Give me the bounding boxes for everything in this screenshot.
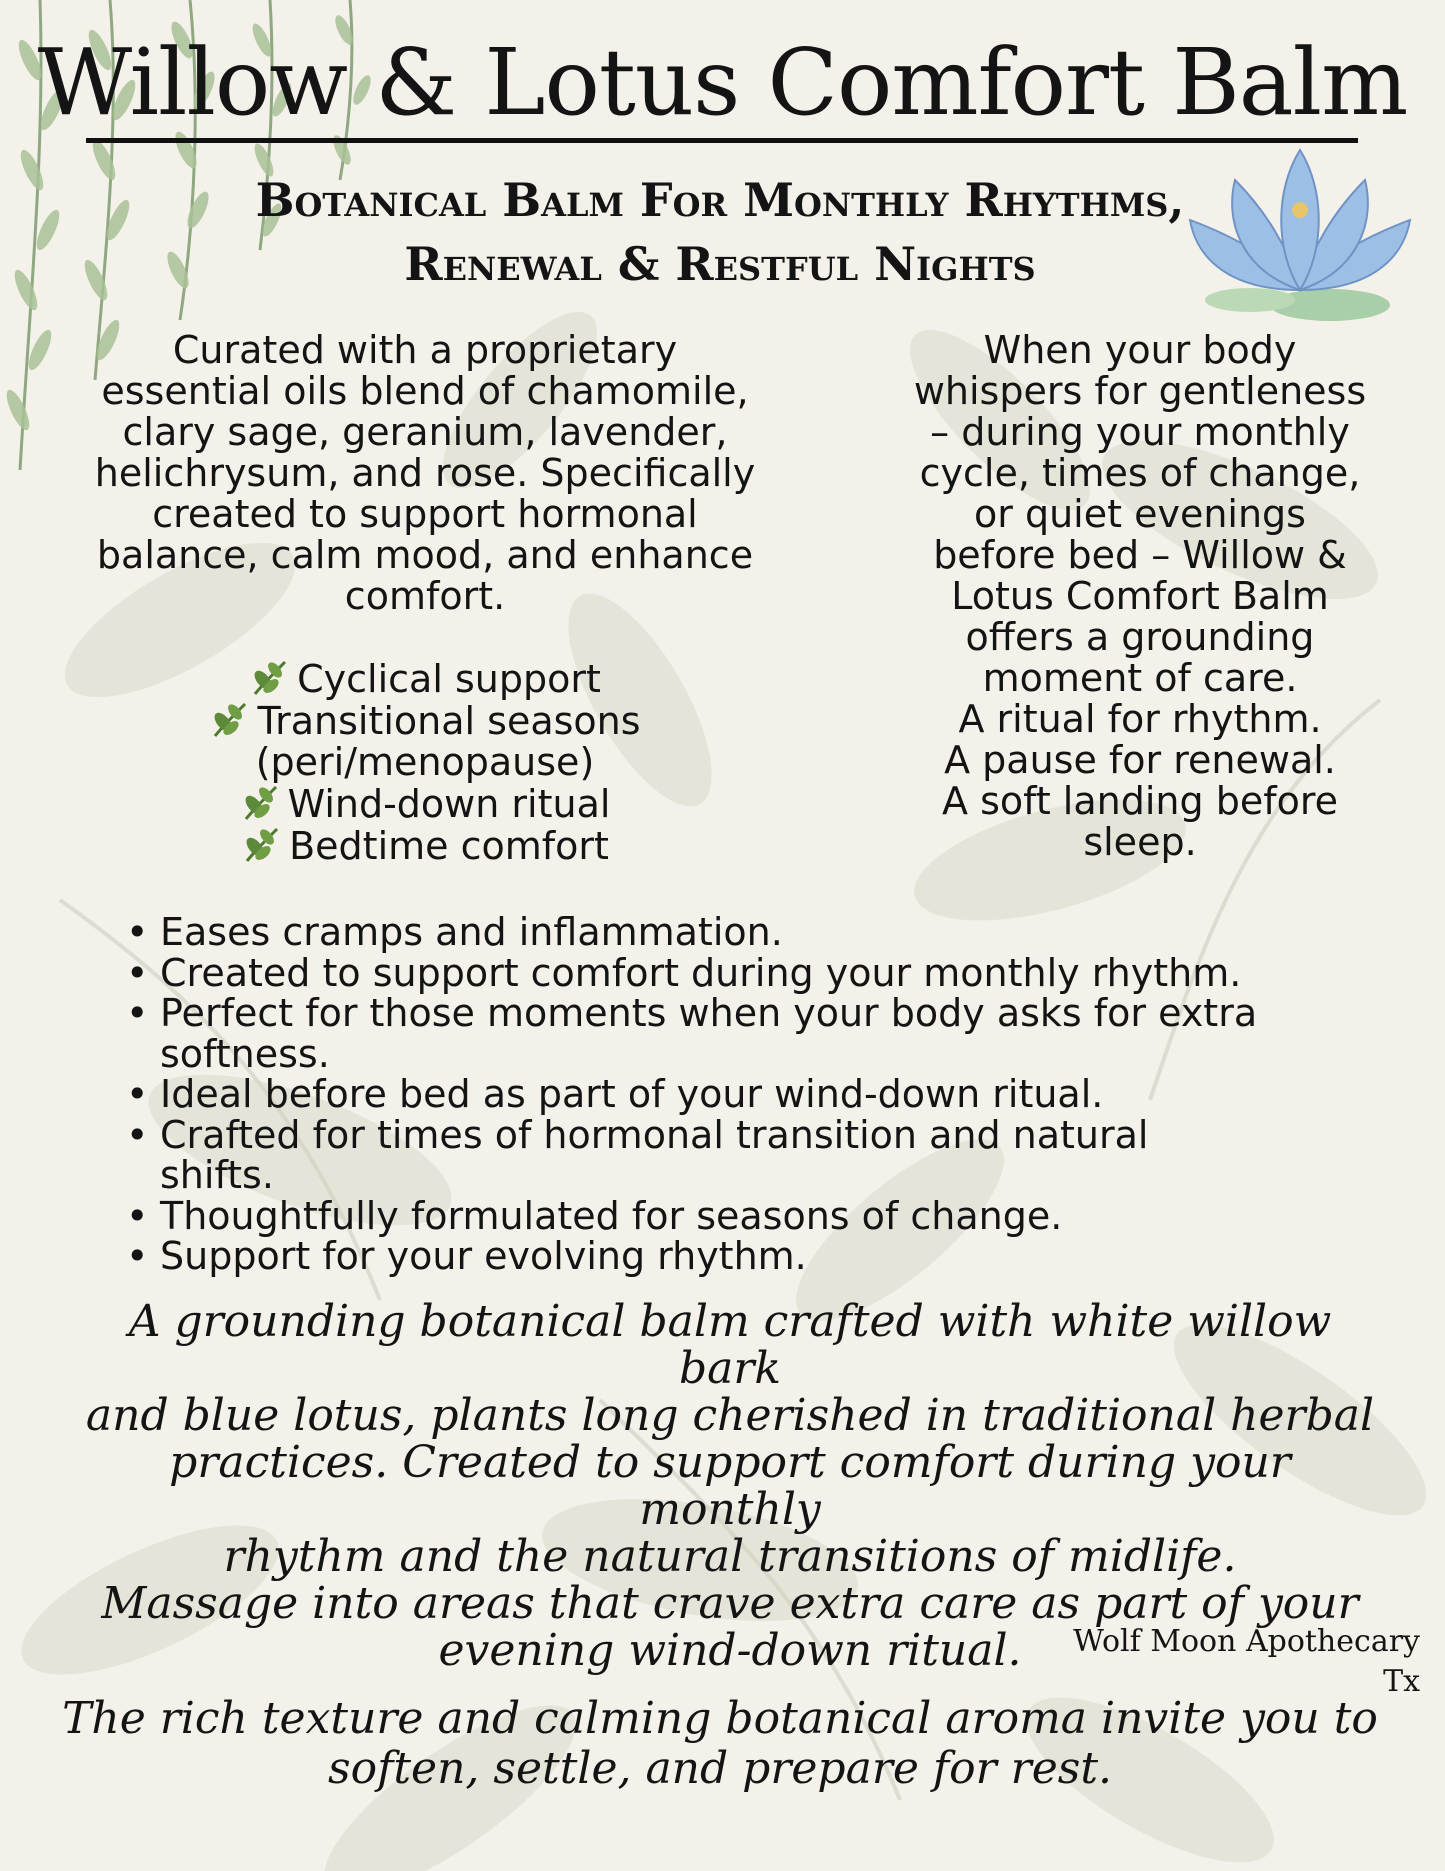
right-line: When your body — [983, 328, 1297, 372]
benefit-item: • Thoughtfully formulated for seasons of change. — [120, 1196, 1420, 1237]
subtitle — [150, 168, 1290, 296]
description-line: evening wind-down ritual. — [438, 1625, 1022, 1676]
description-line: Massage into areas that crave extra care as part of your — [101, 1578, 1359, 1629]
description-line: practices. Created to support comfort during your monthly — [169, 1437, 1291, 1535]
intro-line: balance, calm mood, and enhance — [96, 533, 754, 577]
title-underline — [86, 138, 1358, 143]
intro-line: clary sage, geranium, lavender, — [122, 410, 728, 454]
benefit-item: • Perfect for those moments when your body asks for extra softness. — [120, 993, 1260, 1074]
right-line: moment of care. — [982, 656, 1298, 700]
intro-line: helichrysum, and rose. Specifically — [94, 451, 756, 495]
leaf-icon — [240, 783, 280, 823]
brand-signature: Wolf Moon Apothecary Tx — [1073, 1624, 1420, 1699]
right-line: A pause for renewal. — [944, 738, 1336, 782]
intro-paragraph — [60, 330, 790, 617]
left-column — [60, 330, 790, 867]
uses-list — [60, 658, 790, 867]
use-label: Bedtime comfort — [289, 824, 609, 868]
description-line: rhythm and the natural transitions of midlife. — [223, 1531, 1237, 1582]
closing-paragraph — [60, 1694, 1380, 1794]
leaf-icon — [209, 700, 249, 740]
right-line: A soft landing before — [942, 779, 1338, 823]
right-line: offers a grounding — [965, 615, 1315, 659]
intro-line: created to support hormonal — [152, 492, 698, 536]
intro-line: Curated with a proprietary — [172, 328, 678, 372]
use-item — [60, 700, 790, 742]
description-paragraph — [80, 1298, 1380, 1674]
page-title: Willow & Lotus Comfort Balm — [37, 29, 1408, 136]
right-line: Lotus Comfort Balm — [951, 574, 1329, 618]
benefit-item: • Support for your evolving rhythm. — [120, 1236, 1420, 1277]
right-column — [880, 330, 1400, 863]
right-line: or quiet evenings — [974, 492, 1306, 536]
benefit-item: • Created to support comfort during your monthly rhythm. — [120, 953, 1420, 994]
right-line: whispers for gentleness — [913, 369, 1367, 413]
use-label: Cyclical support — [297, 657, 601, 701]
description-line: A grounding botanical balm crafted with white willow bark — [128, 1296, 1332, 1394]
use-item — [60, 825, 790, 867]
closing-line: soften, settle, and prepare for rest. — [328, 1743, 1112, 1794]
intro-line: essential oils blend of chamomile, — [101, 369, 749, 413]
right-line: sleep. — [1083, 820, 1197, 864]
intro-line: comfort. — [344, 574, 506, 618]
description-line: and blue lotus, plants long cherished in traditional herbal — [85, 1390, 1375, 1441]
use-item — [60, 783, 790, 825]
subtitle-line-2: Renewal & Restful Nights — [404, 237, 1036, 291]
use-label: Wind-down ritual — [287, 782, 611, 826]
right-line: before bed – Willow & — [933, 533, 1347, 577]
use-item — [60, 658, 790, 700]
benefits-list — [120, 912, 1420, 1277]
right-line: – during your monthly — [930, 410, 1350, 454]
closing-line: The rich texture and calming botanical aroma invite you to — [62, 1693, 1378, 1744]
benefit-item: • Ideal before bed as part of your wind-down ritual. — [120, 1074, 1420, 1115]
right-line: A ritual for rhythm. — [958, 697, 1322, 741]
benefit-item: • Eases cramps and inflammation. — [120, 912, 1420, 953]
benefit-item: • Crafted for times of hormonal transition and natural shifts. — [120, 1115, 1260, 1196]
leaf-icon — [249, 658, 289, 698]
leaf-icon — [241, 825, 281, 865]
right-line: cycle, times of change, — [919, 451, 1361, 495]
subtitle-line-1: Botanical Balm For Monthly Rhythms, — [255, 173, 1185, 227]
use-label: (peri/menopause) — [255, 740, 595, 784]
use-item — [60, 742, 790, 783]
use-label: Transitional seasons — [257, 699, 641, 743]
